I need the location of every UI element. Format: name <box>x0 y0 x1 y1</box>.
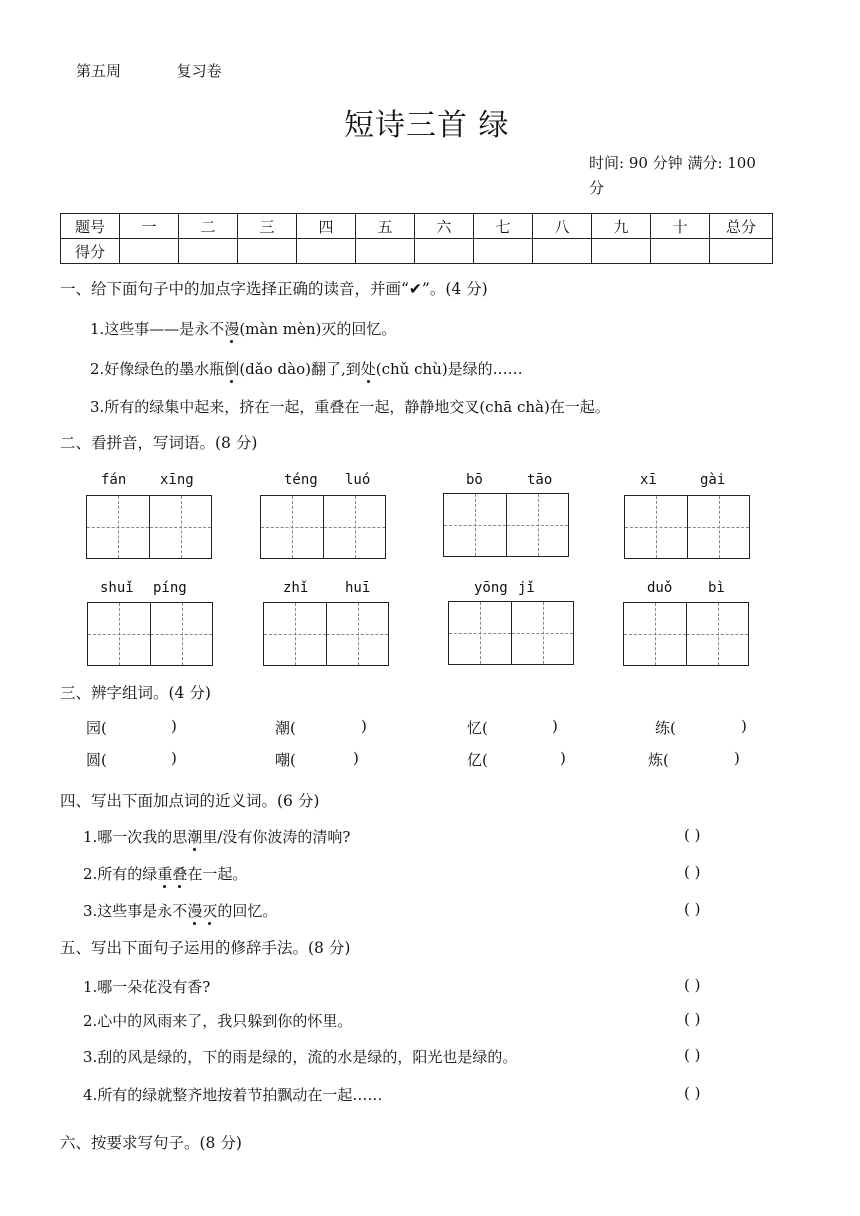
pinyin: xī <box>640 472 657 488</box>
writing-grid[interactable] <box>260 495 386 559</box>
char-label: 亿( <box>467 751 488 769</box>
pinyin: bì <box>708 580 725 596</box>
s1-question-2 <box>90 358 523 379</box>
q-text: (chǔ chù)是绿的…… <box>375 360 523 378</box>
char-label: 炼( <box>648 751 669 769</box>
q-text: 的回忆。 <box>217 902 278 920</box>
s4-question-3 <box>83 900 277 921</box>
dotted-char: 倒 <box>224 360 240 378</box>
s4-question-2 <box>83 863 247 884</box>
word-pair-item <box>467 717 488 738</box>
paper-type: 复习卷 <box>176 62 222 80</box>
word-pair-item <box>655 717 676 738</box>
score-cell: 一 <box>120 214 179 239</box>
score-input-cell[interactable] <box>592 239 651 264</box>
dotted-char: 潮 <box>187 828 203 846</box>
q-text: 2.所有的绿 <box>83 865 158 883</box>
score-cell: 七 <box>474 214 533 239</box>
pinyin: gài <box>700 472 726 488</box>
close-paren: ) <box>171 749 177 767</box>
score-input-cell[interactable] <box>474 239 533 264</box>
score-cell: 二 <box>179 214 238 239</box>
score-input-cell[interactable] <box>415 239 474 264</box>
section-5-heading: 五、写出下面句子运用的修辞手法。(8 分) <box>60 939 351 957</box>
word-pair-item <box>275 717 296 738</box>
dotted-char: 漫 <box>187 902 203 920</box>
section-1-heading: 一、给下面句子中的加点字选择正确的读音，并画“✔”。(4 分) <box>60 280 488 298</box>
q-text: (màn mèn)灭的回忆。 <box>239 320 397 338</box>
answer-paren[interactable]: ( ) <box>684 826 701 844</box>
writing-grid[interactable] <box>86 495 212 559</box>
section-2-heading: 二、看拼音，写词语。(8 分) <box>60 434 258 452</box>
char-label: 潮( <box>275 719 296 737</box>
writing-grid[interactable] <box>443 493 569 557</box>
score-input-cell[interactable] <box>651 239 710 264</box>
q-text: (dǎo dào)翻了,到 <box>239 360 361 378</box>
writing-grid[interactable] <box>623 602 749 666</box>
exam-meta-line2: 分 <box>589 179 605 197</box>
exam-meta-line1: 时间: 90 分钟 满分: 100 <box>589 154 756 172</box>
pinyin: tāo <box>527 472 553 488</box>
score-cell: 六 <box>415 214 474 239</box>
char-label: 忆( <box>467 719 488 737</box>
close-paren: ) <box>361 717 367 735</box>
score-cell: 总分 <box>710 214 773 239</box>
pinyin: xīng <box>160 472 194 488</box>
pinyin: bō <box>466 472 483 488</box>
score-table-score-row <box>61 239 773 264</box>
dotted-char: 灭 <box>202 902 218 920</box>
char-label: 园( <box>86 719 107 737</box>
writing-grid[interactable] <box>87 602 213 666</box>
score-cell: 八 <box>533 214 592 239</box>
dotted-char: 漫 <box>224 320 240 338</box>
score-cell: 五 <box>356 214 415 239</box>
pinyin: píng <box>153 580 187 596</box>
score-table-header-row <box>61 214 773 239</box>
writing-grid[interactable] <box>624 495 750 559</box>
pinyin: téng <box>284 472 318 488</box>
s5-question-2: 2.心中的风雨来了，我只躲到你的怀里。 <box>83 1012 353 1030</box>
s1-question-3: 3.所有的绿集中起来，挤在一起，重叠在一起，静静地交叉(chā chà)在一起。 <box>90 398 610 416</box>
section-4-heading: 四、写出下面加点词的近义词。(6 分) <box>60 792 320 810</box>
pinyin: duǒ <box>647 580 673 596</box>
s5-question-3: 3.刮的风是绿的，下的雨是绿的，流的水是绿的，阳光也是绿的。 <box>83 1048 518 1066</box>
pinyin: yōng <box>474 580 508 596</box>
q-text: 1.这些事——是永不 <box>90 320 225 338</box>
close-paren: ) <box>353 749 359 767</box>
score-input-cell[interactable] <box>710 239 773 264</box>
close-paren: ) <box>741 717 747 735</box>
s5-question-4: 4.所有的绿就整齐地按着节拍飘动在一起…… <box>83 1086 383 1104</box>
dotted-char: 叠 <box>172 865 188 883</box>
answer-paren[interactable]: ( ) <box>684 1084 701 1102</box>
score-input-cell[interactable] <box>238 239 297 264</box>
page-title: 短诗三首 绿 <box>344 108 510 143</box>
score-cell: 四 <box>297 214 356 239</box>
pinyin: huī <box>345 580 371 596</box>
score-input-cell[interactable] <box>179 239 238 264</box>
q-text: 在一起。 <box>187 865 248 883</box>
answer-paren[interactable]: ( ) <box>684 863 701 881</box>
q-text: 3.这些事是永不 <box>83 902 188 920</box>
header <box>76 60 222 81</box>
char-label: 嘲( <box>275 751 296 769</box>
char-label: 圆( <box>86 751 107 769</box>
s4-question-1 <box>83 826 350 847</box>
q-text: 里/没有你波涛的清响? <box>202 828 351 846</box>
score-cell: 十 <box>651 214 710 239</box>
s5-question-1: 1.哪一朵花没有香? <box>83 978 211 996</box>
writing-grid[interactable] <box>448 601 574 665</box>
word-pair-item <box>648 749 669 770</box>
score-input-cell[interactable] <box>120 239 179 264</box>
score-cell: 得分 <box>61 239 120 264</box>
word-pair-item <box>275 749 296 770</box>
dotted-char: 处 <box>360 360 376 378</box>
score-cell: 三 <box>238 214 297 239</box>
close-paren: ) <box>560 749 566 767</box>
close-paren: ) <box>552 717 558 735</box>
word-pair-item <box>467 749 488 770</box>
week-label: 第五周 <box>76 62 122 80</box>
section-3-heading: 三、辨字组词。(4 分) <box>60 684 211 702</box>
score-input-cell[interactable] <box>297 239 356 264</box>
pinyin: luó <box>345 472 371 488</box>
score-cell: 题号 <box>61 214 120 239</box>
char-label: 练( <box>655 719 676 737</box>
answer-paren[interactable]: ( ) <box>684 1010 701 1028</box>
answer-paren[interactable]: ( ) <box>684 976 701 994</box>
writing-grid[interactable] <box>263 602 389 666</box>
answer-paren[interactable]: ( ) <box>684 1046 701 1064</box>
pinyin: shuǐ <box>100 580 134 596</box>
score-cell: 九 <box>592 214 651 239</box>
pinyin: jǐ <box>518 580 535 596</box>
score-table <box>60 213 773 264</box>
pinyin: zhǐ <box>283 580 309 596</box>
close-paren: ) <box>171 717 177 735</box>
score-input-cell[interactable] <box>356 239 415 264</box>
word-pair-item <box>86 749 107 770</box>
answer-paren[interactable]: ( ) <box>684 900 701 918</box>
section-6-heading: 六、按要求写句子。(8 分) <box>60 1134 242 1152</box>
q-text: 1.哪一次我的思 <box>83 828 188 846</box>
pinyin: fán <box>101 472 127 488</box>
word-pair-item <box>86 717 107 738</box>
q-text: 2.好像绿色的墨水瓶 <box>90 360 225 378</box>
close-paren: ) <box>734 749 740 767</box>
score-input-cell[interactable] <box>533 239 592 264</box>
dotted-char: 重 <box>157 865 173 883</box>
s1-question-1 <box>90 318 396 339</box>
